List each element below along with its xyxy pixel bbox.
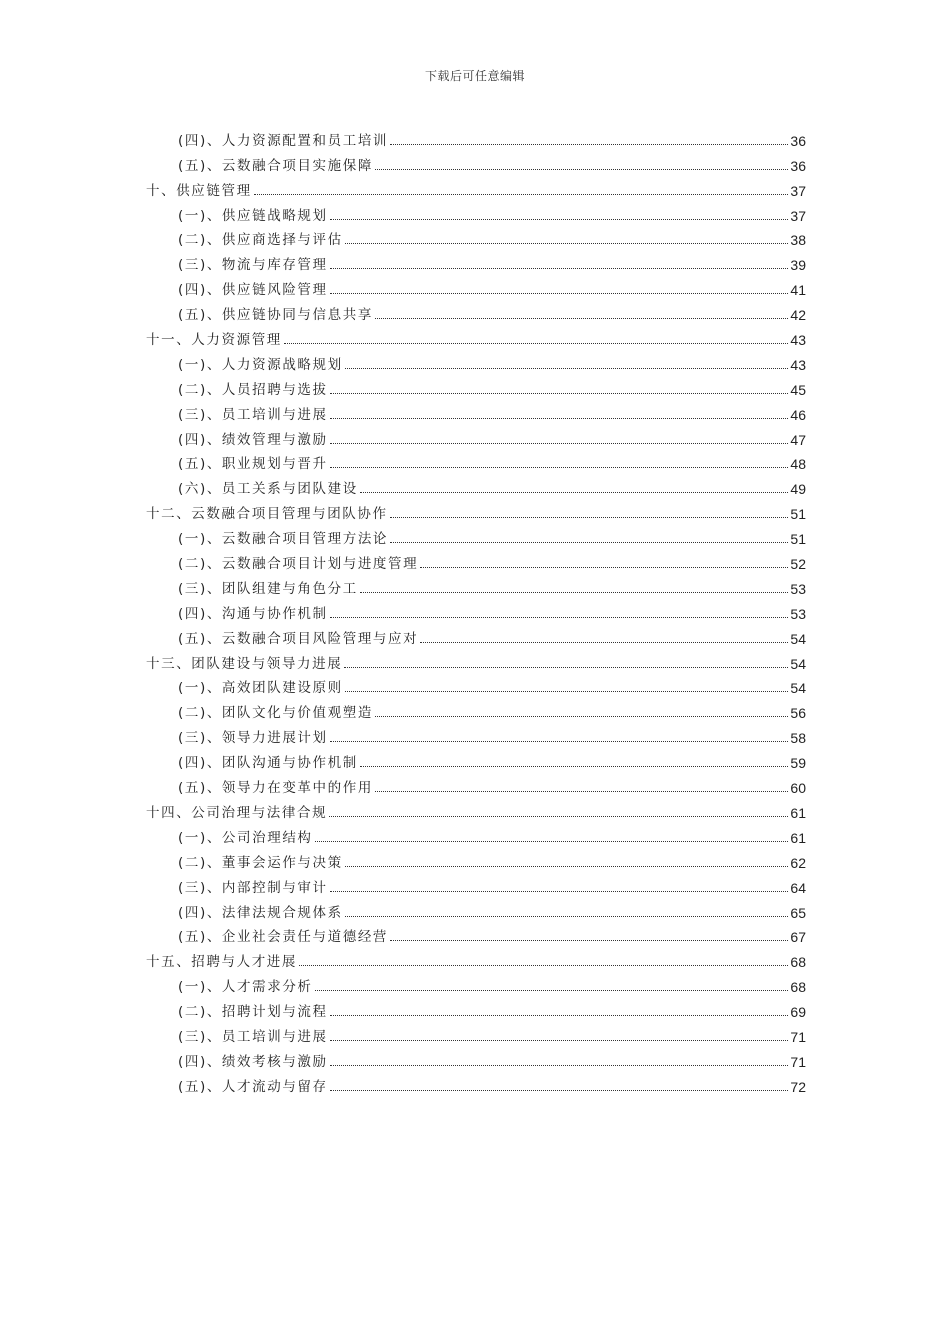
toc-entry-title: 十、供应链管理 [146, 182, 252, 199]
toc-entry-page-number: 53 [790, 580, 806, 597]
toc-section-entry[interactable] [146, 748, 806, 773]
toc-entry-page-number: 62 [790, 854, 806, 871]
toc-entry-page-number: 36 [790, 157, 806, 174]
toc-section-entry[interactable] [146, 450, 806, 475]
toc-dot-leader [299, 965, 788, 966]
toc-entry-title: (三)、领导力进展计划 [178, 730, 328, 747]
toc-chapter-entry[interactable] [146, 499, 806, 524]
toc-dot-leader [360, 766, 789, 767]
toc-entry-title: (五)、云数融合项目风险管理与应对 [178, 630, 419, 647]
toc-entry-page-number: 49 [790, 481, 806, 498]
toc-entry-title: (六)、员工关系与团队建设 [178, 481, 358, 498]
toc-entry-page-number: 46 [790, 406, 806, 423]
toc-dot-leader [390, 940, 788, 941]
toc-dot-leader [330, 741, 789, 742]
toc-dot-leader [360, 492, 789, 493]
toc-entry-page-number: 64 [790, 879, 806, 896]
toc-entry-title: (五)、供应链协同与信息共享 [178, 307, 373, 324]
toc-entry-page-number: 58 [790, 730, 806, 747]
toc-dot-leader [284, 343, 789, 344]
toc-section-entry[interactable] [146, 823, 806, 848]
toc-dot-leader [345, 866, 789, 867]
toc-entry-page-number: 48 [790, 456, 806, 473]
toc-entry-page-number: 42 [790, 307, 806, 324]
toc-entry-title: (四)、团队沟通与协作机制 [178, 755, 358, 772]
toc-entry-title: 十一、人力资源管理 [146, 332, 282, 349]
toc-entry-title: (四)、法律法规合规体系 [178, 904, 343, 921]
toc-entry-page-number: 39 [790, 257, 806, 274]
toc-dot-leader [315, 990, 789, 991]
toc-section-entry[interactable] [146, 873, 806, 898]
toc-section-entry[interactable] [146, 425, 806, 450]
toc-entry-page-number: 69 [790, 1004, 806, 1021]
toc-entry-title: (一)、公司治理结构 [178, 829, 313, 846]
toc-section-entry[interactable] [146, 1047, 806, 1072]
toc-entry-page-number: 41 [790, 282, 806, 299]
toc-dot-leader [330, 891, 789, 892]
toc-section-entry[interactable] [146, 375, 806, 400]
toc-entry-page-number: 71 [790, 1053, 806, 1070]
toc-section-entry[interactable] [146, 997, 806, 1022]
toc-entry-page-number: 43 [790, 332, 806, 349]
toc-entry-title: (四)、沟通与协作机制 [178, 605, 328, 622]
toc-dot-leader [254, 194, 789, 195]
toc-entry-page-number: 54 [790, 655, 806, 672]
toc-dot-leader [390, 542, 788, 543]
toc-entry-page-number: 72 [790, 1078, 806, 1095]
toc-dot-leader [330, 443, 789, 444]
toc-entry-title: (五)、企业社会责任与道德经营 [178, 929, 389, 946]
toc-section-entry[interactable] [146, 624, 806, 649]
toc-entry-title: (三)、团队组建与角色分工 [178, 580, 358, 597]
toc-section-entry[interactable] [146, 723, 806, 748]
toc-section-entry[interactable] [146, 1072, 806, 1097]
toc-section-entry[interactable] [146, 524, 806, 549]
toc-dot-leader [420, 567, 788, 568]
toc-entry-title: (四)、供应链风险管理 [178, 282, 328, 299]
toc-entry-title: 十五、招聘与人才进展 [146, 954, 297, 971]
toc-entry-title: (三)、员工培训与进展 [178, 406, 328, 423]
toc-section-entry[interactable] [146, 549, 806, 574]
toc-section-entry[interactable] [146, 250, 806, 275]
toc-dot-leader [375, 169, 788, 170]
toc-entry-page-number: 59 [790, 755, 806, 772]
toc-dot-leader [345, 691, 789, 692]
toc-dot-leader [390, 144, 788, 145]
toc-dot-leader [390, 517, 789, 518]
toc-entry-page-number: 61 [790, 829, 806, 846]
toc-chapter-entry[interactable] [146, 176, 806, 201]
toc-section-entry[interactable] [146, 275, 806, 300]
toc-section-entry[interactable] [146, 126, 806, 151]
toc-section-entry[interactable] [146, 773, 806, 798]
toc-entry-title: (三)、物流与库存管理 [178, 257, 328, 274]
toc-dot-leader [330, 1015, 789, 1016]
toc-dot-leader [330, 1090, 789, 1091]
toc-dot-leader [315, 841, 789, 842]
toc-entry-title: (二)、云数融合项目计划与进度管理 [178, 556, 419, 573]
toc-section-entry[interactable] [146, 201, 806, 226]
toc-entry-page-number: 43 [790, 356, 806, 373]
toc-entry-title: (一)、供应链战略规划 [178, 207, 328, 224]
table-of-contents [146, 126, 806, 1097]
toc-entry-title: (五)、领导力在变革中的作用 [178, 780, 373, 797]
toc-dot-leader [330, 219, 789, 220]
toc-chapter-entry[interactable] [146, 798, 806, 823]
toc-entry-title: (四)、人力资源配置和员工培训 [178, 132, 389, 149]
toc-section-entry[interactable] [146, 898, 806, 923]
toc-entry-title: (五)、云数融合项目实施保障 [178, 157, 373, 174]
toc-entry-title: (五)、人才流动与留存 [178, 1078, 328, 1095]
toc-entry-title: (一)、人才需求分析 [178, 979, 313, 996]
toc-section-entry[interactable] [146, 350, 806, 375]
toc-dot-leader [330, 393, 789, 394]
toc-dot-leader [345, 368, 789, 369]
toc-entry-page-number: 37 [790, 182, 806, 199]
toc-dot-leader [360, 592, 789, 593]
toc-dot-leader [375, 716, 788, 717]
toc-section-entry[interactable] [146, 923, 806, 948]
toc-entry-title: 十三、团队建设与领导力进展 [146, 655, 343, 672]
toc-section-entry[interactable] [146, 151, 806, 176]
toc-entry-title: (三)、内部控制与审计 [178, 879, 328, 896]
toc-entry-page-number: 45 [790, 381, 806, 398]
toc-dot-leader [330, 1040, 789, 1041]
toc-entry-page-number: 38 [790, 232, 806, 249]
toc-entry-page-number: 67 [790, 929, 806, 946]
toc-entry-page-number: 51 [790, 506, 806, 523]
toc-entry-title: (二)、团队文化与价值观塑造 [178, 705, 373, 722]
toc-dot-leader [345, 243, 789, 244]
toc-section-entry[interactable] [146, 574, 806, 599]
toc-entry-title: (三)、员工培训与进展 [178, 1028, 328, 1045]
toc-entry-page-number: 71 [790, 1028, 806, 1045]
toc-entry-title: (一)、云数融合项目管理方法论 [178, 531, 389, 548]
toc-entry-title: (四)、绩效考核与激励 [178, 1053, 328, 1070]
toc-entry-title: (二)、供应商选择与评估 [178, 232, 343, 249]
toc-section-entry[interactable] [146, 474, 806, 499]
toc-dot-leader [420, 642, 788, 643]
toc-entry-page-number: 52 [790, 556, 806, 573]
toc-entry-title: 十二、云数融合项目管理与团队协作 [146, 506, 388, 523]
toc-section-entry[interactable] [146, 400, 806, 425]
toc-entry-page-number: 54 [790, 680, 806, 697]
toc-entry-page-number: 53 [790, 605, 806, 622]
toc-chapter-entry[interactable] [146, 947, 806, 972]
toc-dot-leader [375, 791, 788, 792]
toc-dot-leader [330, 268, 789, 269]
toc-section-entry[interactable] [146, 972, 806, 997]
toc-section-entry[interactable] [146, 848, 806, 873]
toc-dot-leader [345, 916, 789, 917]
toc-section-entry[interactable] [146, 1022, 806, 1047]
toc-entry-title: (二)、招聘计划与流程 [178, 1004, 328, 1021]
toc-entry-title: (五)、职业规划与晋升 [178, 456, 328, 473]
toc-section-entry[interactable] [146, 226, 806, 251]
toc-dot-leader [344, 667, 788, 668]
toc-entry-title: (一)、高效团队建设原则 [178, 680, 343, 697]
toc-entry-page-number: 37 [790, 207, 806, 224]
toc-section-entry[interactable] [146, 698, 806, 723]
toc-entry-title: 十四、公司治理与法律合规 [146, 804, 328, 821]
toc-entry-title: (一)、人力资源战略规划 [178, 356, 343, 373]
toc-entry-title: (二)、人员招聘与选拔 [178, 381, 328, 398]
toc-chapter-entry[interactable] [146, 649, 806, 674]
toc-dot-leader [330, 293, 789, 294]
toc-entry-title: (四)、绩效管理与激励 [178, 431, 328, 448]
toc-entry-page-number: 36 [790, 132, 806, 149]
toc-entry-page-number: 47 [790, 431, 806, 448]
toc-entry-page-number: 61 [790, 804, 806, 821]
toc-dot-leader [375, 318, 788, 319]
toc-entry-page-number: 68 [790, 979, 806, 996]
page-header: 下载后可任意编辑 [424, 69, 525, 83]
toc-section-entry[interactable] [146, 599, 806, 624]
toc-entry-page-number: 68 [790, 954, 806, 971]
toc-section-entry[interactable] [146, 674, 806, 699]
toc-dot-leader [330, 1065, 789, 1066]
toc-dot-leader [330, 467, 789, 468]
toc-chapter-entry[interactable] [146, 325, 806, 350]
toc-entry-page-number: 56 [790, 705, 806, 722]
toc-entry-page-number: 54 [790, 630, 806, 647]
toc-entry-page-number: 60 [790, 780, 806, 797]
toc-dot-leader [329, 816, 788, 817]
toc-entry-title: (二)、董事会运作与决策 [178, 854, 343, 871]
toc-entry-page-number: 51 [790, 531, 806, 548]
toc-section-entry[interactable] [146, 300, 806, 325]
toc-entry-page-number: 65 [790, 904, 806, 921]
toc-dot-leader [330, 617, 789, 618]
toc-dot-leader [330, 418, 789, 419]
